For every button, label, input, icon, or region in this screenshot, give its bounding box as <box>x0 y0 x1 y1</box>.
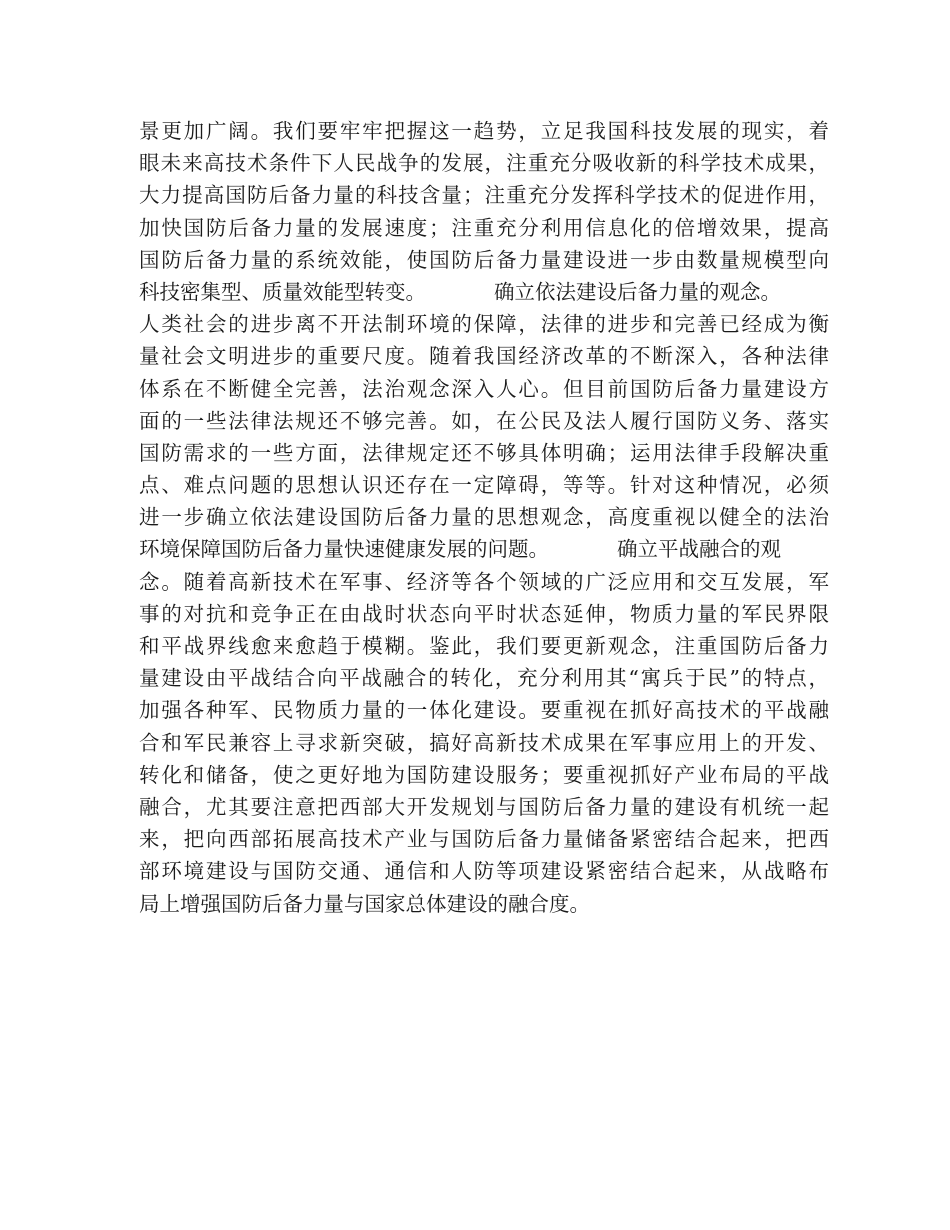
text-line: 局上增强国防后备力量与国家总体建设的融合度。 <box>139 891 590 916</box>
text-line <box>139 276 829 308</box>
text-line: 部环境建设与国防交通、通信和人防等项建设紧密结合起来，从战略布 <box>139 859 829 884</box>
text-line: 体系在不断健全完善，法治观念深入人心。但目前国防后备力量建设方 <box>139 376 829 401</box>
text-line: 加快国防后备力量的发展速度；注重充分利用信息化的倍增效果，提高 <box>139 215 829 240</box>
text-line: 面的一些法律法规还不够完善。如，在公民及法人履行国防义务、落实 <box>139 408 829 433</box>
body-paragraph <box>139 115 829 920</box>
text-line: 国防需求的一些方面，法律规定还不够具体明确；运用法律手段解决重 <box>139 440 829 465</box>
text-line: 念。随着高新技术在军事、经济等各个领域的广泛应用和交互发展，军 <box>139 569 829 594</box>
text-line: 点、难点问题的思想认识还存在一定障碍，等等。针对这种情况，必须 <box>139 473 829 498</box>
text-segment: 科技密集型、质量效能型转变。 <box>139 279 426 304</box>
text-segment: 环境保障国防后备力量快速健康发展的问题。 <box>139 537 549 562</box>
text-line: 融合，尤其要注意把西部大开发规划与国防后备力量的建设有机统一起 <box>139 794 829 819</box>
text-line: 景更加广阔。我们要牢牢把握这一趋势，立足我国科技发展的现实，着 <box>139 119 829 143</box>
text-line <box>139 533 829 565</box>
text-line: 人类社会的进步离不开法制环境的保障，法律的进步和完善已经成为衡 <box>139 312 829 337</box>
text-line: 进一步确立依法建设国防后备力量的思想观念，高度重视以健全的法治 <box>139 505 829 530</box>
text-line: 大力提高国防后备力量的科技含量；注重充分发挥科学技术的促进作用， <box>139 183 829 208</box>
text-line: 合和军民兼容上寻求新突破，搞好高新技术成果在军事应用上的开发、 <box>139 730 829 755</box>
section-lead: 确立依法建设后备力量的观念。 <box>494 279 781 304</box>
text-line: 事的对抗和竞争正在由战时状态向平时状态延伸，物质力量的军民界限 <box>139 601 829 626</box>
section-lead: 确立平战融合的观 <box>617 537 781 562</box>
text-line: 和平战界线愈来愈趋于模糊。鉴此，我们要更新观念，注重国防后备力 <box>139 634 829 658</box>
text-line: 眼未来高技术条件下人民战争的发展，注重充分吸收新的科学技术成果， <box>139 151 829 176</box>
text-line: 国防后备力量的系统效能，使国防后备力量建设进一步由数量规模型向 <box>139 247 829 272</box>
text-line: 加强各种军、民物质力量的一体化建设。要重视在抓好高技术的平战融 <box>139 698 829 723</box>
text-line: 量社会文明进步的重要尺度。随着我国经济改革的不断深入，各种法律 <box>139 344 829 369</box>
text-line: 转化和储备，使之更好地为国防建设服务；要重视抓好产业布局的平战 <box>139 762 829 787</box>
text-line: 来，把向西部拓展高技术产业与国防后备力量储备紧密结合起来，把西 <box>139 827 829 852</box>
text-line: 量建设由平战结合向平战融合的转化，充分利用其“寓兵于民”的特点， <box>139 666 829 691</box>
